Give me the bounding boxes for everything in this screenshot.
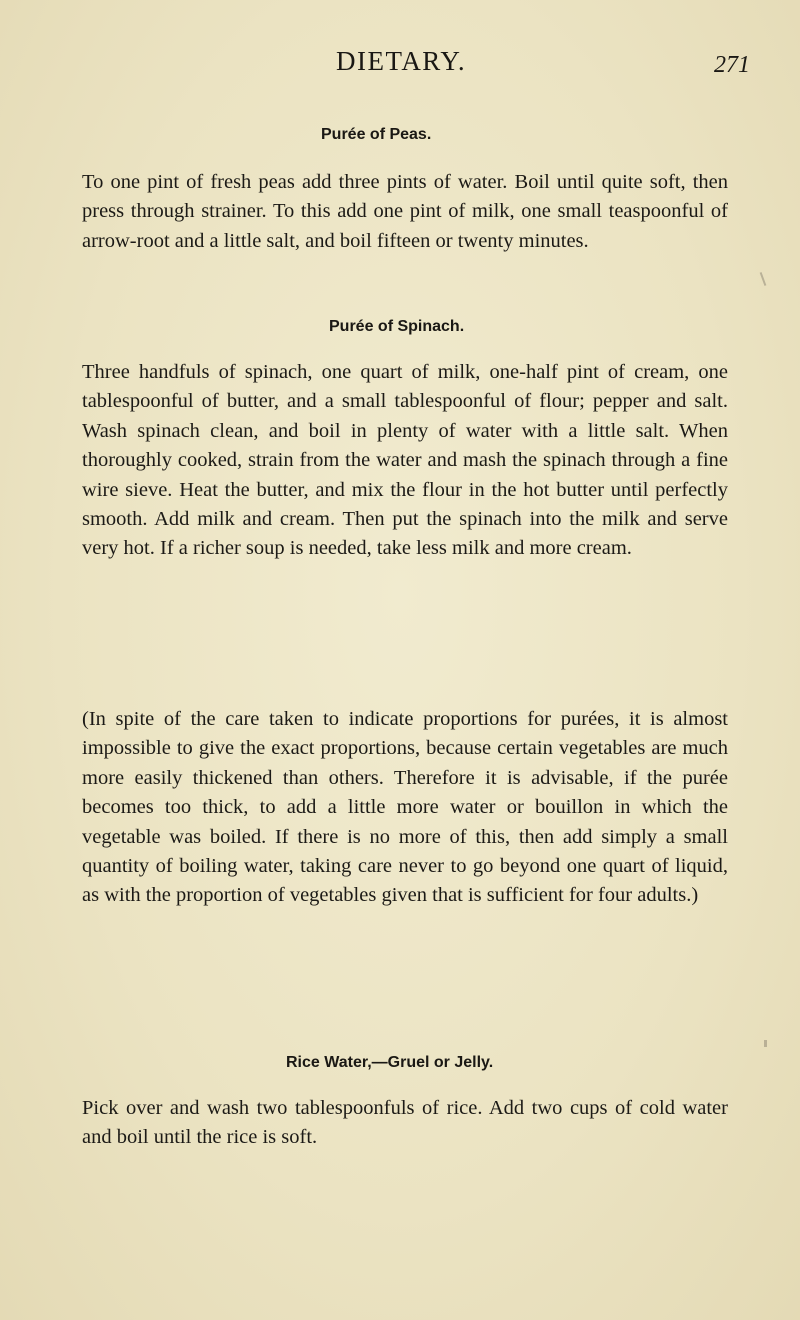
section-heading-rice-water: Rice Water,—Gruel or Jelly. [286,1054,494,1071]
paragraph-rice-water: Pick over and wash two tablespoonfuls of rice. Add two cups of cold water and boil until the rice is soft. [82,1097,728,1149]
paragraph-puree-of-peas: To one pint of fresh peas add three pints of water. Boil until quite soft, then press through strainer. To this add one pint of milk, one small teaspoonful of arrow-root and a little salt, and boil fifteen or twenty minutes. [82,171,728,252]
paper-speck [760,272,767,286]
paragraph-proportions-note: (In spite of the care taken to indicate proportions for purées, it is almost impossible to give the exact proportions, because certain vegetables are much more easily thickened than others. Therefore it is advisable, if the purée becomes too thick, to add a little more water or bouillon in which the vegetable was boiled. If there is no more of this, then add simply a small quantity of boiling water, taking care never to go beyond one quart of liquid, as with the proportion of vegetables given that is sufficient for four adults.) [82,708,728,907]
running-head: DIETARY. [336,46,467,76]
page-number: 271 [714,52,750,78]
section-heading-puree-of-spinach: Purée of Spinach. [329,318,465,335]
section-heading-puree-of-peas: Purée of Peas. [321,126,432,143]
paper-speck [764,1040,767,1047]
paragraph-puree-of-spinach: Three handfuls of spinach, one quart of milk, one-half pint of cream, one tablespoonful of butter, and a small tablespoonful of flour; pepper and salt. Wash spinach clean, and boil in plenty of water with a little salt. When thoroughly cooked, strain from the water and mash the spinach through a fine wire sieve. Heat the butter, and mix the flour in the hot butter until perfectly smooth. Add milk and cream. Then put the spinach into the milk and serve very hot. If a richer soup is needed, take less milk and more cream. [82,361,728,560]
